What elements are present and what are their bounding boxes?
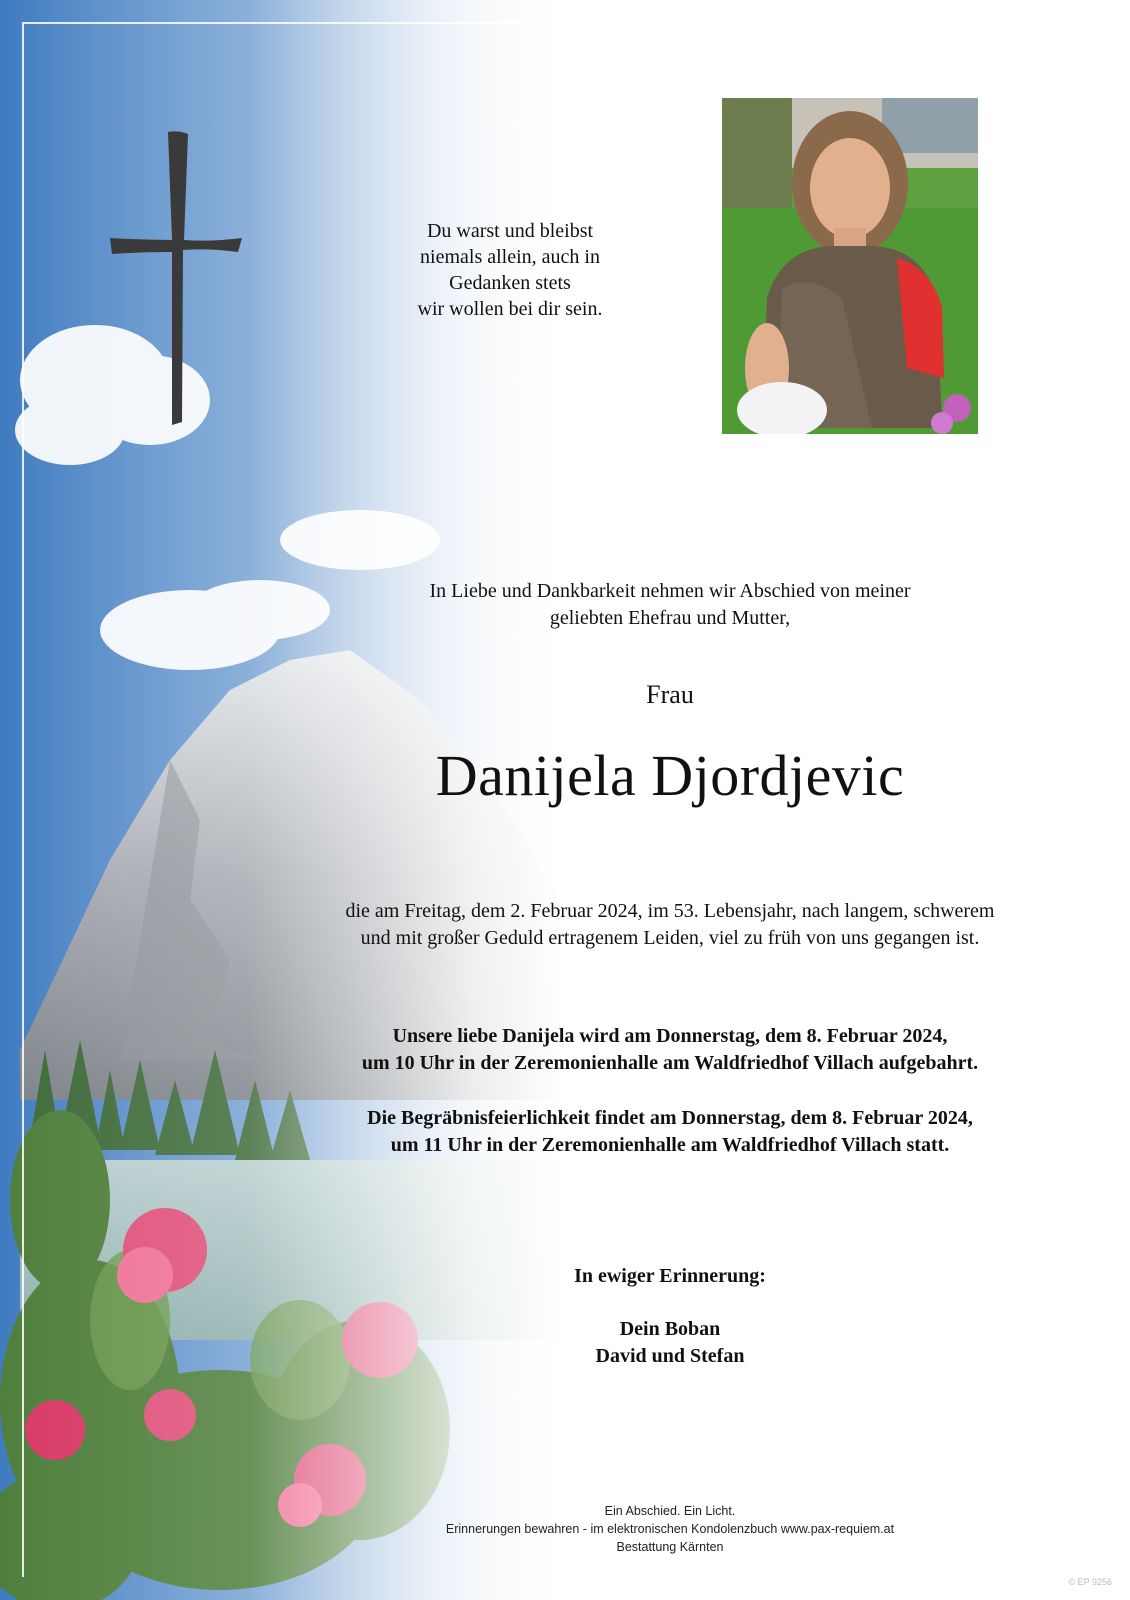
- mourner-name: David und Stefan: [595, 1345, 745, 1367]
- poem-line: niemals allein, auch in: [420, 246, 600, 268]
- memory-heading: In ewiger Erinnerung:: [574, 1265, 766, 1287]
- poem-line: wir wollen bei dir sein.: [417, 298, 603, 320]
- memorial-poem: [360, 218, 660, 322]
- footer-tagline: Ein Abschied. Ein Licht.: [604, 1504, 736, 1518]
- mourners-list: [280, 1316, 1060, 1370]
- cross-icon: [110, 130, 245, 430]
- poem-line: Du warst und bleibst: [426, 220, 594, 242]
- death-notice: [280, 898, 1060, 952]
- deceased-name: Danijela Djordjevic: [435, 743, 905, 808]
- viewing-info: [280, 1023, 1060, 1077]
- death-line: die am Freitag, dem 2. Februar 2024, im 53. Lebensjahr, nach langem, schwerem: [345, 900, 995, 922]
- funeral-line: Die Begräbnisfeierlichkeit findet am Donnerstag, dem 8. Februar 2024,: [367, 1107, 973, 1129]
- viewing-line: Unsere liebe Danijela wird am Donnerstag, dem 8. Februar 2024,: [392, 1025, 948, 1047]
- salutation: Frau: [646, 680, 694, 709]
- poem-line: Gedanken stets: [449, 272, 571, 294]
- death-line: und mit großer Geduld ertragenem Leiden, viel zu früh von uns gegangen ist.: [360, 927, 980, 949]
- funeral-line: um 11 Uhr in der Zeremonienhalle am Waldfriedhof Villach statt.: [390, 1134, 950, 1156]
- funeral-info: [280, 1105, 1060, 1159]
- footer-condolence-link: Erinnerungen bewahren - im elektronischen Kondolenzbuch www.pax-requiem.at: [445, 1522, 895, 1536]
- portrait-photo: [722, 98, 978, 434]
- farewell-intro: [280, 578, 1060, 632]
- footer: [330, 1502, 1010, 1556]
- intro-line: In Liebe und Dankbarkeit nehmen wir Abschied von meiner: [429, 580, 911, 602]
- mourner-name: Dein Boban: [619, 1318, 721, 1340]
- viewing-line: um 10 Uhr in der Zeremonienhalle am Waldfriedhof Villach aufgebahrt.: [361, 1052, 979, 1074]
- footer-funeral-home: Bestattung Kärnten: [616, 1540, 724, 1554]
- intro-line: geliebten Ehefrau und Mutter,: [549, 607, 791, 629]
- template-code: © EP 9256: [1068, 1577, 1112, 1587]
